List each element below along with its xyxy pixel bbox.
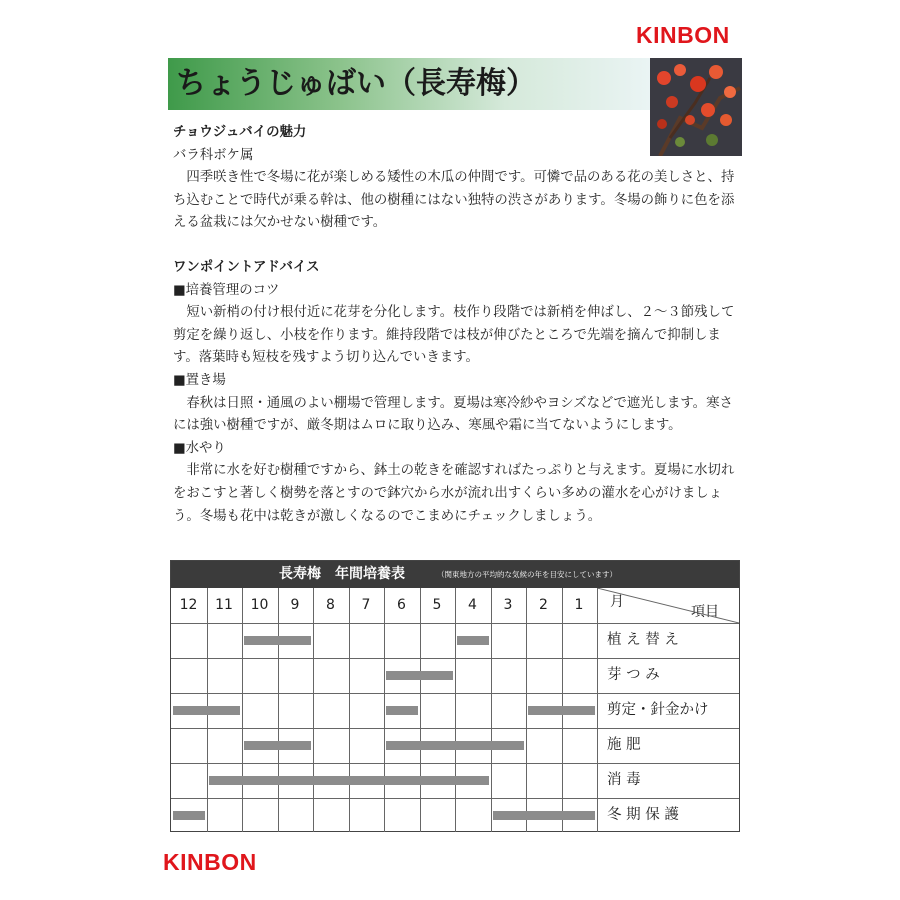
schedule-bar <box>528 706 595 715</box>
task-label: 剪定・針金かけ <box>607 702 709 718</box>
schedule-bar <box>209 776 489 785</box>
schedule-bar <box>244 636 311 645</box>
schedule-header <box>171 561 739 588</box>
advice-section-body: 短い新梢の付け根付近に花芽を分化します。枝作り段階では新梢を伸ばし、２～３節残して剪定を繰り返し、小枝を作ります。維持段階では枝が伸びたところで先端を摘んで抑制します。落葉時も短枝を残すよう切り込んでいきます。 <box>173 305 735 366</box>
schedule-bar <box>173 706 240 715</box>
advice-heading: ワンポイントアドバイス <box>173 259 320 275</box>
month-cell: 1 <box>574 597 584 613</box>
month-cell: 2 <box>539 597 548 613</box>
month-cell: 8 <box>326 597 335 613</box>
month-cell: 10 <box>250 597 269 613</box>
month-cell: 5 <box>432 597 442 613</box>
month-cell: 6 <box>397 597 406 613</box>
page-title: ちょうじゅばい（長寿梅） <box>176 66 536 101</box>
schedule-note: （関東地方の平均的な気候の年を目安にしています） <box>437 570 617 579</box>
month-cell: 9 <box>290 597 300 613</box>
advice-section-body: 春秋は日照・通風のよい棚場で管理します。夏場は寒冷紗やヨシズなどで遮光します。寒さには強い樹種ですが、厳冬期はムロに取り込み、寒風や霜に当てないようにします。 <box>173 395 733 434</box>
grid-vertical-line <box>491 588 492 832</box>
article-body <box>173 122 743 528</box>
grid-vertical-line <box>242 588 243 832</box>
advice-section-body: 非常に水を好む樹種ですから、鉢土の乾きを確認すればたっぷりと与えます。夏場に水切れをおこすと著しく樹勢を落とすので鉢穴から水が流れ出すくらい多めの灌水を心がけましょう。冬場も花中は乾きが激しくなるのでこまめにチェックしましょう。 <box>173 463 735 524</box>
task-label: 植 え 替 え <box>607 632 679 648</box>
annual-schedule-table <box>170 560 740 832</box>
schedule-bar <box>457 636 489 645</box>
schedule-bar <box>386 671 453 680</box>
month-cell: 4 <box>468 597 477 613</box>
schedule-bar <box>493 811 596 820</box>
month-column-header: 月 <box>610 594 624 610</box>
task-label: 消 毒 <box>607 772 641 788</box>
grid-vertical-line <box>313 588 314 832</box>
advice-section-title: ■培養管理のコツ <box>173 282 280 298</box>
task-label: 施 肥 <box>607 737 641 753</box>
month-cell: 11 <box>215 597 233 613</box>
item-column-header: 項目 <box>691 604 719 620</box>
task-label: 冬 期 保 護 <box>607 807 679 823</box>
grid-vertical-line <box>384 588 385 832</box>
charm-heading: チョウジュバイの魅力 <box>173 125 307 140</box>
schedule-bar <box>386 741 524 750</box>
advice-section-title: ■置き場 <box>173 372 226 388</box>
schedule-bar <box>173 811 205 820</box>
header-diagonal <box>597 588 739 623</box>
grid-vertical-line <box>526 588 527 832</box>
task-label: 芽 つ み <box>607 667 660 683</box>
schedule-title: 長寿梅 年間培養表 <box>279 566 405 582</box>
brand-logo-top: KINBON <box>636 22 730 48</box>
grid-vertical-line <box>597 588 598 832</box>
month-cell: 3 <box>503 597 513 613</box>
grid-vertical-line <box>455 588 456 832</box>
month-cell: 7 <box>361 597 371 613</box>
month-cell: 12 <box>179 597 198 613</box>
grid-vertical-line <box>278 588 279 832</box>
advice-section-title: ■水やり <box>173 440 226 456</box>
grid-vertical-line <box>349 588 350 832</box>
brand-logo-bottom: KINBON <box>163 849 257 875</box>
charm-family: バラ科ボケ属 <box>173 147 254 163</box>
schedule-bar <box>244 741 311 750</box>
grid-vertical-line <box>420 588 421 832</box>
schedule-bar <box>386 706 418 715</box>
charm-body: 四季咲き性で冬場に花が楽しめる矮性の木瓜の仲間です。可憐で品のある花の美しさと、持ち込むことで時代が乗る幹は、他の樹種にはない独特の渋さがあります。冬場の飾りに色を添える盆栽には欠かせない樹種です。 <box>173 170 735 231</box>
